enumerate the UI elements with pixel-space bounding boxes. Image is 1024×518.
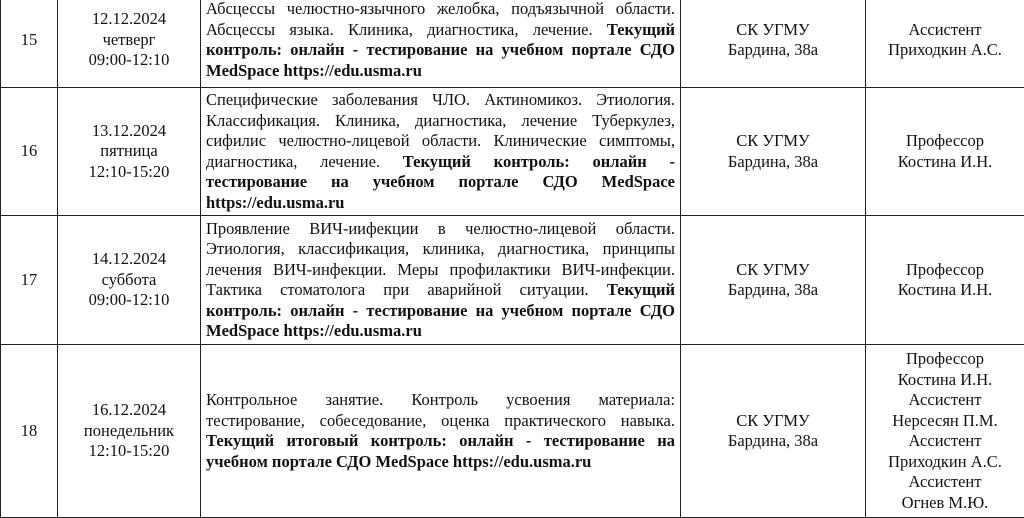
- teacher-line: Профессор: [871, 349, 1019, 370]
- teacher-line: Костина И.Н.: [871, 152, 1019, 173]
- lesson-time: 12:10-15:20: [63, 441, 195, 462]
- teacher-line: Приходкин А.С.: [871, 452, 1019, 473]
- table-row: [1, 0, 1024, 88]
- lesson-teacher: [866, 345, 1024, 518]
- lesson-number: 18: [1, 345, 58, 518]
- lesson-time: 09:00-12:10: [63, 290, 195, 311]
- lesson-place: [681, 88, 866, 216]
- lesson-teacher: [866, 216, 1024, 345]
- lesson-date: 16.12.2024: [63, 400, 195, 421]
- lesson-weekday: понедельник: [63, 421, 195, 442]
- lesson-date: 13.12.2024: [63, 121, 195, 142]
- place-address: Бардина, 38а: [686, 152, 860, 173]
- lesson-weekday: четверг: [63, 30, 195, 51]
- place-address: Бардина, 38а: [686, 280, 860, 301]
- lesson-date: 14.12.2024: [63, 249, 195, 270]
- teacher-line: Ассистент: [871, 390, 1019, 411]
- lesson-topic: [201, 0, 681, 88]
- lesson-datetime: [58, 345, 201, 518]
- topic-text: Абсцессы челюстно-язычного желобка, подъязычной области. Абсцессы языка. Клиника, диагностика, лечение.: [206, 0, 675, 39]
- place-address: Бардина, 38а: [686, 431, 860, 452]
- lesson-weekday: суббота: [63, 270, 195, 291]
- lesson-number: 16: [1, 88, 58, 216]
- topic-text: Контрольное занятие. Контроль усвоения материала: тестирование, собеседование, оценка практического навыка.: [206, 390, 675, 430]
- teacher-line: Профессор: [871, 260, 1019, 281]
- topic-text: Специфические заболевания ЧЛО. Актиномикоз. Этиология. Классификация. Клиника, диагностика, лечение Туберкулез, сифилис челюстно-лицевой области. Клинические симптомы, диагностика, лечение.: [206, 90, 675, 171]
- teacher-line: Ассистент: [871, 431, 1019, 452]
- teacher-line: Профессор: [871, 131, 1019, 152]
- lesson-topic: [201, 88, 681, 216]
- lesson-number: 17: [1, 216, 58, 345]
- control-text: Текущий контроль: онлайн - тестирование на учебном портале СДО MedSpace https://edu.usma.ru: [206, 280, 675, 340]
- table-row: [1, 345, 1024, 518]
- teacher-line: Огнев М.Ю.: [871, 493, 1019, 514]
- lesson-topic: [201, 216, 681, 345]
- place-address: Бардина, 38а: [686, 40, 860, 61]
- lesson-datetime: [58, 88, 201, 216]
- table-row: [1, 216, 1024, 345]
- control-text: Текущий контроль: онлайн - тестирование на учебном портале СДО MedSpace https://edu.usma.ru: [206, 152, 675, 212]
- teacher-line: Костина И.Н.: [871, 370, 1019, 391]
- teacher-line: Нерсесян П.М.: [871, 411, 1019, 432]
- lesson-topic: [201, 345, 681, 518]
- lesson-teacher: [866, 88, 1024, 216]
- lesson-place: [681, 0, 866, 88]
- lesson-datetime: [58, 0, 201, 88]
- teacher-line: Ассистент: [871, 472, 1019, 493]
- place-name: СК УГМУ: [686, 411, 860, 432]
- lesson-time: 12:10-15:20: [63, 162, 195, 183]
- teacher-line: Ассистент: [871, 20, 1019, 41]
- table-row: [1, 88, 1024, 216]
- lesson-datetime: [58, 216, 201, 345]
- lesson-date: 12.12.2024: [63, 9, 195, 30]
- lesson-place: [681, 216, 866, 345]
- lesson-place: [681, 345, 866, 518]
- lesson-time: 09:00-12:10: [63, 50, 195, 71]
- topic-text: Проявление ВИЧ-иифекции в челюстно-лицевой области. Этиология, классификация, клиника, диагностика, принципы лечения ВИЧ-инфекции. Меры профилактики ВИЧ-инфекции. Тактика стоматолога при аварийной ситуации.: [206, 219, 675, 300]
- teacher-line: Костина И.Н.: [871, 280, 1019, 301]
- lesson-teacher: [866, 0, 1024, 88]
- place-name: СК УГМУ: [686, 260, 860, 281]
- control-text: Текущий контроль: онлайн - тестирование на учебном портале СДО MedSpace https://edu.usma.ru: [206, 20, 675, 80]
- lesson-number: 15: [1, 0, 58, 88]
- place-name: СК УГМУ: [686, 131, 860, 152]
- teacher-line: Приходкин А.С.: [871, 40, 1019, 61]
- place-name: СК УГМУ: [686, 20, 860, 41]
- lesson-weekday: пятница: [63, 141, 195, 162]
- control-text: Текущий итоговый контроль: онлайн - тестирование на учебном портале СДО MedSpace https://edu.usma.ru: [206, 431, 675, 471]
